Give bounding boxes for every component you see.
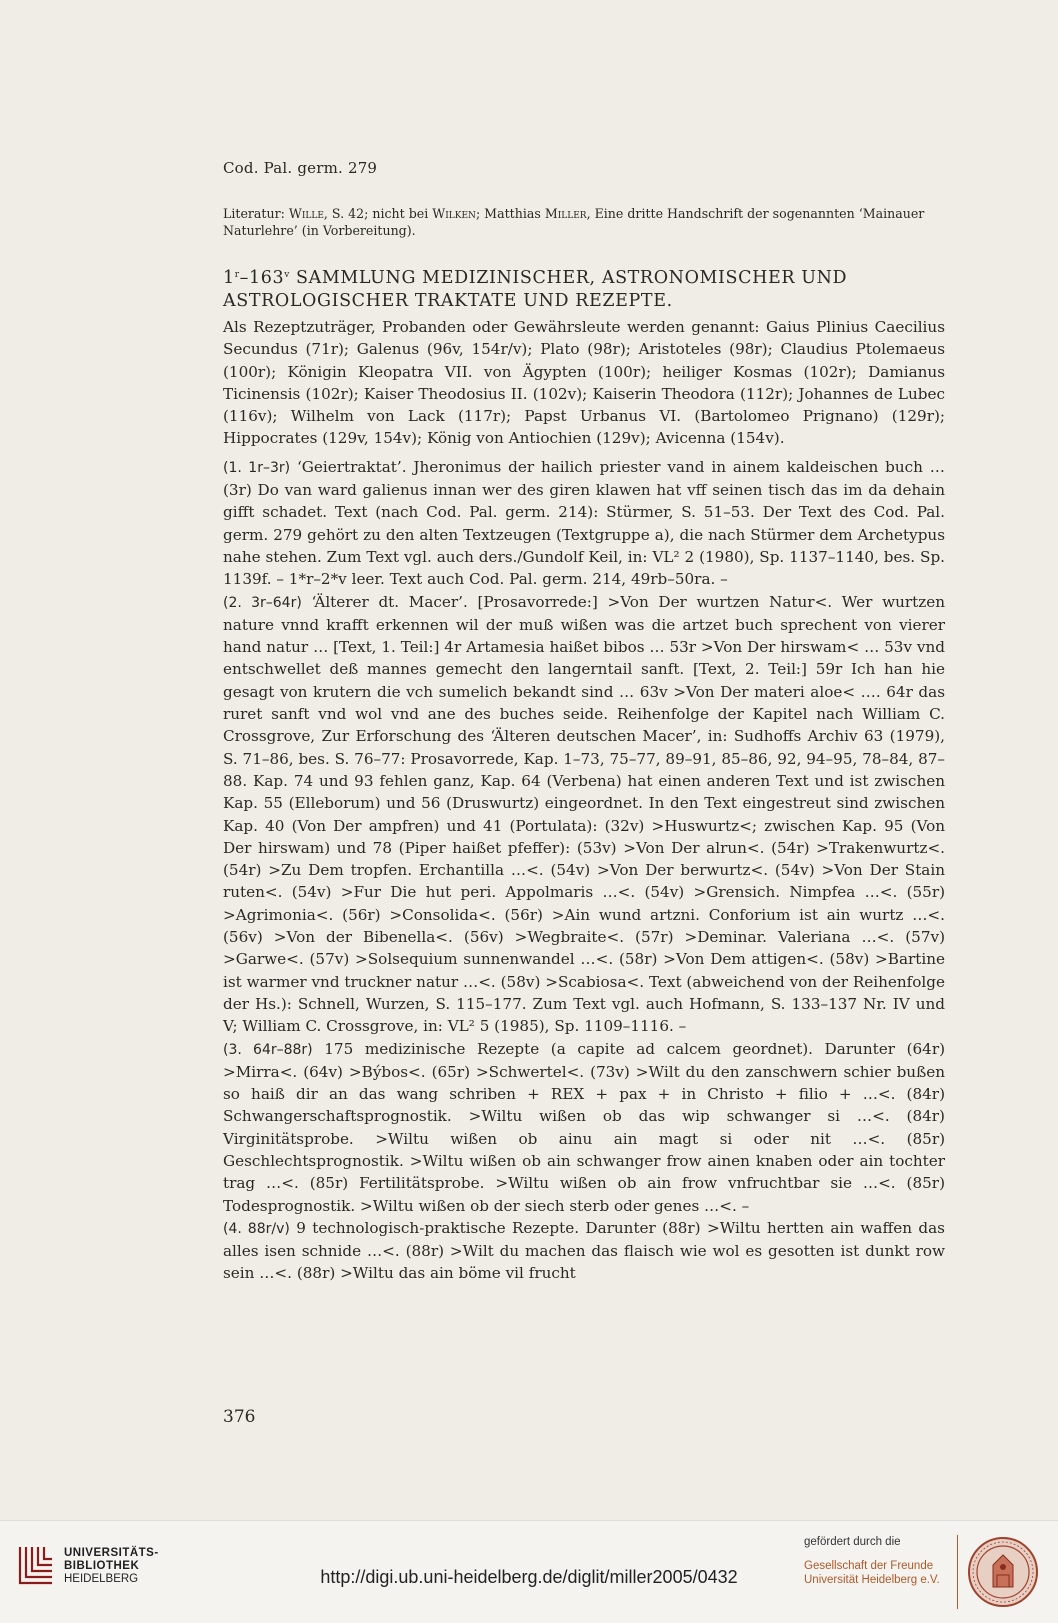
page-number: 376 (223, 1407, 256, 1427)
author-name: Wilken (432, 206, 476, 221)
heading-title: SAMMLUNG MEDIZINISCHER, ASTRONOMISCHER UND ASTROLOGISCHER TRAKTATE UND REZEPTE. (223, 268, 848, 311)
literature-text: , S. 42; nicht bei (323, 206, 433, 221)
entry-1 (223, 456, 945, 591)
literature-note (223, 205, 945, 239)
folio-start: 1 (223, 268, 235, 288)
entry-text: ‘Älterer dt. Macer’. [Prosavorrede:] >Von Der wurtzen Natur<. Wer wurtzen nature vnnd krafft erkennen wil der muß wißen was die artzet buch sprechent von vierer hand natur … [Text, 1. Teil:] 4r Artamesia haißet bibos … 53r >Von Der hirswam< … 53v vnd entschwellet deß mannes gemecht den langerntail sanft. [Text, 2. Teil:] 59r Ich han hie gesagt von krutern die vch sumelich bekandt sind … 63v >Von Der materi aloe< …. 64r das ruret sanft vnd wol vnd ane des buches seide. Reihenfolge der Kapitel nach William C. Crossgrove, Zur Erforschung des ‘Älteren deutschen Macer’, in: Sudhoffs Archiv 63 (1979), S. 71–86, bes. S. 76–77: Prosavorrede, Kap. 1–73, 75–77, 89–91, 85–86, 92, 94–95, 78–84, 87–88. Kap. 74 und 93 fehlen ganz, Kap. 64 (Verbena) hat einen anderen Text und ist zwischen Kap. 55 (Elleborum) und 56 (Druswurtz) eingeordnet. In den Text eingestreut sind zwischen Kap. 40 (Von Der ampfren) und 41 (Portulata): (32v) >Huswurtz<; zwischen Kap. 95 (Von Der hirswam) und 78 (Piper haißet pfeffer): (53v) >Von Der alrun<. (54r) >Trakenwurtz<. (54r) >Zu Dem tropfen. Erchantilla …<. (54v) >Von Der berwurtz<. (54v) >Von Der Stain ruten<. (54v) >Fur Die hut peri. Appolmaris …<. (54v) >Grensich. Nimpfea …<. (55r) >Agrimonia<. (56r) >Consolida<. (56r) >Ain wund artzni. Conforium ist ain wurtz …<. (56v) >Von der Bibenella<. (56v) >Wegbraite<. (57r) >Deminar. Valeriana …<. (57v) >Garwe<. (57v) >Solsequium sunnenwandel …<. (58r) >Von Dem attigen<. (58v) >Bartine ist warmer vnd truckner natur …<. (58v) >Scabiosa<. Text (abweichend von der Reihenfolge der Hs.): Schnell, Wurzen, S. 115–177. Zum Text vgl. auch Hofmann, S. 133–137 Nr. IV und V; William C. Crossgrove, in: VL² 5 (1985), Sp. 1109–1116. – (223, 592, 945, 1036)
section-heading (223, 267, 945, 313)
literature-text: Literatur: (223, 206, 289, 221)
sponsor-divider (957, 1535, 958, 1609)
library-name-line: HEIDELBERG (64, 1573, 139, 1585)
running-header: Cod. Pal. germ. 279 (223, 159, 378, 177)
folio-recto-mark: r (234, 270, 240, 280)
society-name-line: Universität Heidelberg e.V. (804, 1574, 940, 1586)
intro-paragraph: Als Rezeptzuträger, Probanden oder Gewährsleute werden genannt: Gaius Plinius Caecilius Secundus (71r); Galenus (96v, 154r/v); Plato (98r); Aristoteles (98r); Claudius Ptolemaeus (100r); Königin Kleopatra VII. von Ägypten (100r); heiliger Kosmas (102r); Damianus Ticinensis (102r); Kaiser Theodosius II. (102v); Kaiserin Theodora (112r); Johannes de Lubec (116v); Wilhelm von Lack (117r); Papst Urbanus VI. (Bartolomeo Prignano) (129r); Hippocrates (129v, 154v); König von Antiochien (129v); Avicenna (154v). (223, 318, 945, 448)
entry-3 (223, 1038, 945, 1217)
entry-label: (4. 88r/v) (223, 1220, 290, 1237)
description-body (223, 316, 945, 1285)
entry-label: (3. 64r–88r) (223, 1041, 313, 1058)
society-name (804, 1559, 940, 1587)
author-name: Wille (288, 206, 324, 221)
permalink[interactable]: http://digi.ub.uni-heidelberg.de/diglit/miller2005/0432 (320, 1567, 738, 1587)
footer-bar (0, 1520, 1058, 1623)
literature-text: ; Matthias (475, 206, 545, 221)
folio-verso-mark: v (284, 270, 290, 280)
entry-label: (1. 1r–3r) (223, 459, 291, 476)
library-name-line: UNIVERSITÄTS- (64, 1547, 159, 1559)
sponsor-block (804, 1535, 940, 1587)
folio-end: –163 (239, 268, 285, 288)
entry-4 (223, 1217, 945, 1285)
entry-label: (2. 3r–64r) (223, 594, 302, 611)
society-name-line: Gesellschaft der Freunde (804, 1560, 934, 1572)
entry-text: ‘Geiertraktat’. Jheronimus der hailich priester vand in ainem kaldeischen buch … (3r) Do van ward galienus innan wer des giren klawen hat vff seinen tisch das im da dehain gifft schadet. Text (nach Cod. Pal. germ. 214): Stürmer, S. 51–53. Der Text des Cod. Pal. germ. 279 gehört zu den alten Textzeugen (Textgruppe a), die nach Stürmer dem Archetypus nahe stehen. Zum Text vgl. auch ders./Gundolf Keil, in: VL² 2 (1980), Sp. 1137–1140, bes. Sp. 1139f. – 1*r–2*v leer. Text auch Cod. Pal. germ. 214, 49rb–50ra. – (223, 457, 945, 589)
library-name-line: BIBLIOTHEK (64, 1560, 140, 1572)
author-name: Miller (544, 206, 587, 221)
funded-by-label: gefördert durch die (804, 1536, 901, 1548)
entry-2 (223, 591, 945, 1038)
university-seal-icon (966, 1535, 1040, 1609)
entry-text: 9 technologisch-praktische Rezepte. Darunter (88r) >Wiltu hertten ain waffen das alles isen schnide …<. (88r) >Wilt du machen das flaisch wie wol es gesotten ist dunkt row sein …<. (88r) >Wiltu das ain böme vil frucht (223, 1218, 945, 1283)
entry-text: 175 medizinische Rezepte (a capite ad calcem geordnet). Darunter (64r) >Mirra<. (64v) >Býbos<. (65r) >Schwertel<. (73v) >Wilt du den zanschwern schier bußen so haiß dir an das wang schriben + REX + pax + in Christo + filio + …<. (84r) Schwangerschaftsprognostik. >Wiltu wißen ob das wip schwanger si …<. (84r) Virginitätsprobe. >Wiltu wißen ob ainu ain magt si oder nit …<. (85r) Geschlechtsprognostik. >Wiltu wißen ob ain schwanger frow ainen knaben oder ain tochter trag …<. (85r) Fertilitätsprobe. >Wiltu wißen ob ain frow vnfruchtbar sie …<. (85r) Todesprognostik. >Wiltu wißen ob der siech sterb oder genes …<. – (223, 1039, 945, 1215)
literature-text: , Eine dritte Handschrift der sogenannten ‘Mainauer Naturlehre’ (in Vorbereitung). (223, 206, 925, 238)
